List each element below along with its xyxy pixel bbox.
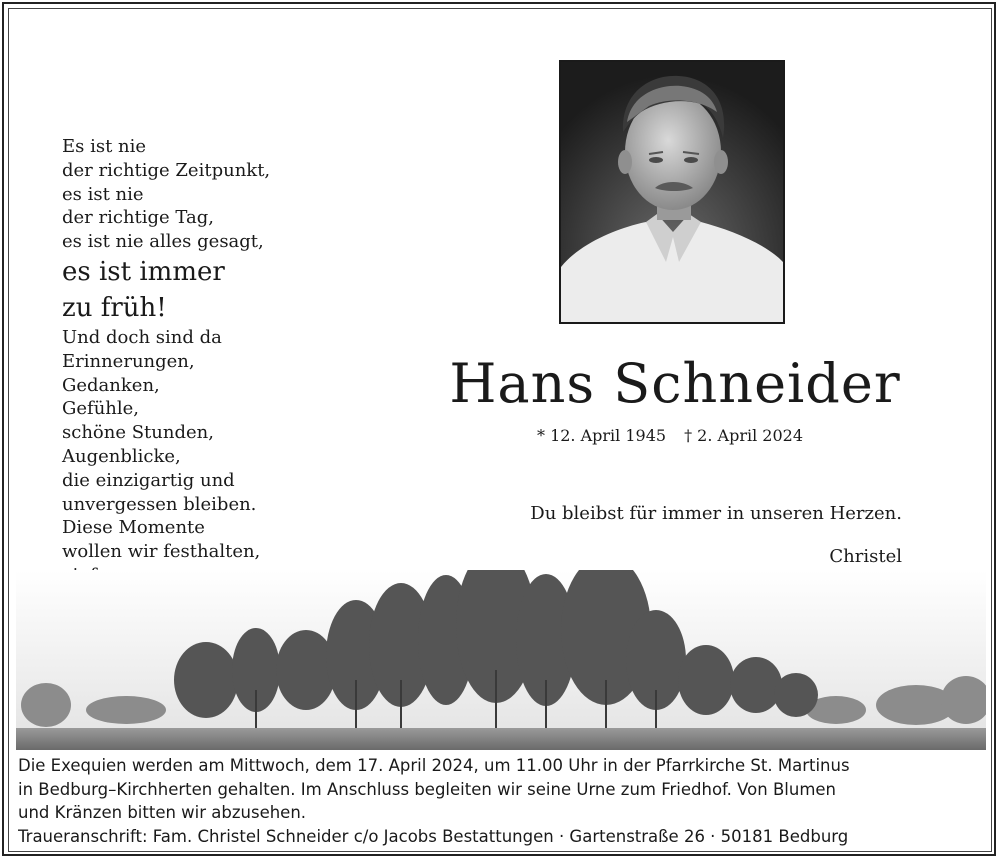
condolence-address: Traueranschrift: Fam. Christel Schneider c/o Jacobs Bestattungen · Gartenstraße 26 · 50181 Bedburg (18, 826, 849, 846)
poem-emphasis-line: zu früh! (62, 292, 167, 323)
poem-line: schöne Stunden, (62, 422, 214, 444)
funeral-notice (18, 754, 984, 848)
poem-line: unvergessen bleiben. (62, 493, 257, 515)
poem-line: Diese Momente (62, 517, 205, 539)
tree-landscape-image (16, 570, 986, 750)
death-date: † 2. April 2024 (684, 426, 804, 445)
poem-line: es ist nie (62, 183, 144, 205)
poem-line: es ist nie alles gesagt, (62, 231, 264, 253)
birth-date: * 12. April 1945 (536, 426, 667, 445)
poem-line: Es ist nie (62, 136, 147, 157)
portrait-illustration (561, 62, 783, 322)
poem-line: die einzigartig und (62, 469, 235, 491)
poem-line: der richtige Zeitpunkt, (62, 159, 271, 181)
poem-line: Gefühle, (62, 398, 140, 420)
notice-line: und Kränzen bitten wir abzusehen. (18, 803, 307, 822)
mourner-name: Christel (829, 546, 902, 567)
poem-line: Gedanken, (62, 374, 160, 396)
memorial-motto: Du bleibst für immer in unseren Herzen. (530, 503, 902, 524)
poem-line: der richtige Tag, (62, 207, 215, 229)
poem-line: Augenblicke, (62, 445, 181, 467)
poem-line: wollen wir festhalten, (62, 541, 261, 563)
poem (62, 135, 362, 635)
notice-line: Die Exequien werden am Mittwoch, dem 17. April 2024, um 11.00 Uhr in der Pfarrkirche St. Martinus (18, 756, 850, 775)
deceased-name: Hans Schneider (449, 352, 901, 415)
portrait-photo (559, 60, 785, 324)
poem-line: Erinnerungen, (62, 350, 195, 372)
notice-line: in Bedburg–Kirchherten gehalten. Im Anschluss begleiten wir seine Urne zum Friedhof. Von Blumen (18, 779, 837, 799)
life-dates (520, 426, 820, 445)
poem-emphasis-line: es ist immer (62, 256, 225, 287)
poem-line: Und doch sind da (62, 326, 222, 348)
